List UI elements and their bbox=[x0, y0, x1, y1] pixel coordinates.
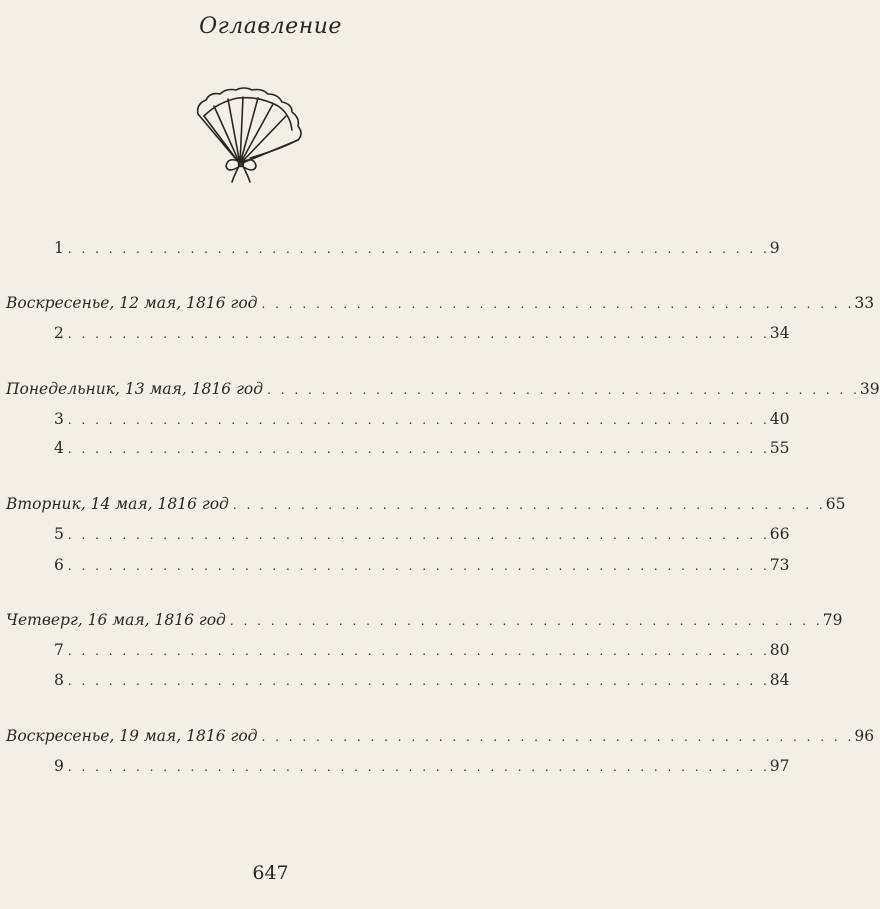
toc-entry-chapter-9[interactable] bbox=[54, 757, 790, 779]
dot-leader: . . . . . . . . . . . . . . . . . . . . . . . . . . . . . . . . . . . . . . . . . . . . . . . . . . . . bbox=[67, 442, 770, 456]
toc-entry-section[interactable] bbox=[6, 727, 875, 749]
dot-leader: . . . . . . . . . . . . . . . . . . . . . . . . . . . . . . . . . . . . . . . . . . . . bbox=[232, 498, 826, 512]
toc-page-number: 33 bbox=[854, 294, 875, 312]
toc-label: 9 bbox=[54, 757, 64, 775]
toc-label: 5 bbox=[54, 525, 64, 543]
toc-entry-chapter-7[interactable] bbox=[54, 641, 790, 663]
page-number: 647 bbox=[252, 862, 289, 884]
dot-leader: . . . . . . . . . . . . . . . . . . . . . . . . . . . . . . . . . . . . . . . . . . . . . . . . . . . . bbox=[67, 528, 770, 542]
toc-page-number: 73 bbox=[769, 556, 790, 574]
toc-label: 1 bbox=[54, 239, 64, 257]
dot-leader: . . . . . . . . . . . . . . . . . . . . . . . . . . . . . . . . . . . . . . . . . . . . . . . . . . . . bbox=[67, 242, 770, 256]
toc-entry-section[interactable] bbox=[6, 380, 880, 402]
toc-entry-chapter-6[interactable] bbox=[54, 556, 790, 578]
dot-leader: . . . . . . . . . . . . . . . . . . . . . . . . . . . . . . . . . . . . . . . . . . . . bbox=[229, 614, 823, 628]
page-title: Оглавление bbox=[199, 14, 342, 39]
toc-page-number: 66 bbox=[769, 525, 790, 543]
dot-leader: . . . . . . . . . . . . . . . . . . . . . . . . . . . . . . . . . . . . . . . . . . . . . . . . . . . . bbox=[67, 644, 770, 658]
dot-leader: . . . . . . . . . . . . . . . . . . . . . . . . . . . . . . . . . . . . . . . . . . . . bbox=[261, 730, 855, 744]
toc-label: Воскресенье, 12 мая, 1816 год bbox=[6, 294, 258, 312]
toc-page-number: 96 bbox=[854, 727, 875, 745]
toc-page-number: 55 bbox=[769, 439, 790, 457]
dot-leader: . . . . . . . . . . . . . . . . . . . . . . . . . . . . . . . . . . . . . . . . . . . . . . . . . . . . bbox=[67, 327, 770, 341]
dot-leader: . . . . . . . . . . . . . . . . . . . . . . . . . . . . . . . . . . . . . . . . . . . . bbox=[267, 383, 860, 397]
dot-leader: . . . . . . . . . . . . . . . . . . . . . . . . . . . . . . . . . . . . . . . . . . . . . . . . . . . . bbox=[67, 559, 770, 573]
toc-entry-chapter-2[interactable] bbox=[54, 324, 790, 346]
toc-label: Понедельник, 13 мая, 1816 год bbox=[6, 380, 264, 398]
toc-label: 7 bbox=[54, 641, 64, 659]
toc-entry-section[interactable] bbox=[6, 294, 875, 316]
toc-page-number: 97 bbox=[769, 757, 790, 775]
toc-label: Воскресенье, 19 мая, 1816 год bbox=[6, 727, 258, 745]
toc-label: 8 bbox=[54, 671, 64, 689]
toc-entry-chapter-1[interactable] bbox=[54, 239, 780, 261]
toc-page-number: 9 bbox=[769, 239, 780, 257]
toc-label: Вторник, 14 мая, 1816 год bbox=[6, 495, 229, 513]
dot-leader: . . . . . . . . . . . . . . . . . . . . . . . . . . . . . . . . . . . . . . . . . . . . . . . . . . . . bbox=[67, 760, 770, 774]
toc-page-number: 80 bbox=[769, 641, 790, 659]
toc-label: Четверг, 16 мая, 1816 год bbox=[6, 611, 226, 629]
toc-label: 2 bbox=[54, 324, 64, 342]
toc-page-number: 39 bbox=[859, 380, 880, 398]
toc-label: 6 bbox=[54, 556, 64, 574]
toc-entry-section[interactable] bbox=[6, 611, 843, 633]
toc-label: 3 bbox=[54, 410, 64, 428]
dot-leader: . . . . . . . . . . . . . . . . . . . . . . . . . . . . . . . . . . . . . . . . . . . . . . . . . . . . bbox=[67, 674, 770, 688]
toc-page-number: 84 bbox=[769, 671, 790, 689]
toc-page-number: 79 bbox=[822, 611, 843, 629]
toc-entry-chapter-3[interactable] bbox=[54, 410, 790, 432]
toc-page-number: 40 bbox=[769, 410, 790, 428]
dot-leader: . . . . . . . . . . . . . . . . . . . . . . . . . . . . . . . . . . . . . . . . . . . . bbox=[261, 297, 855, 311]
toc-entry-section[interactable] bbox=[6, 495, 846, 517]
toc-entry-chapter-4[interactable] bbox=[54, 439, 790, 461]
toc-label: 4 bbox=[54, 439, 64, 457]
dot-leader: . . . . . . . . . . . . . . . . . . . . . . . . . . . . . . . . . . . . . . . . . . . . . . . . . . . . bbox=[67, 413, 770, 427]
toc-page-number: 34 bbox=[769, 324, 790, 342]
toc-entry-chapter-8[interactable] bbox=[54, 671, 790, 693]
toc-entry-chapter-5[interactable] bbox=[54, 525, 790, 547]
toc-page-number: 65 bbox=[825, 495, 846, 513]
